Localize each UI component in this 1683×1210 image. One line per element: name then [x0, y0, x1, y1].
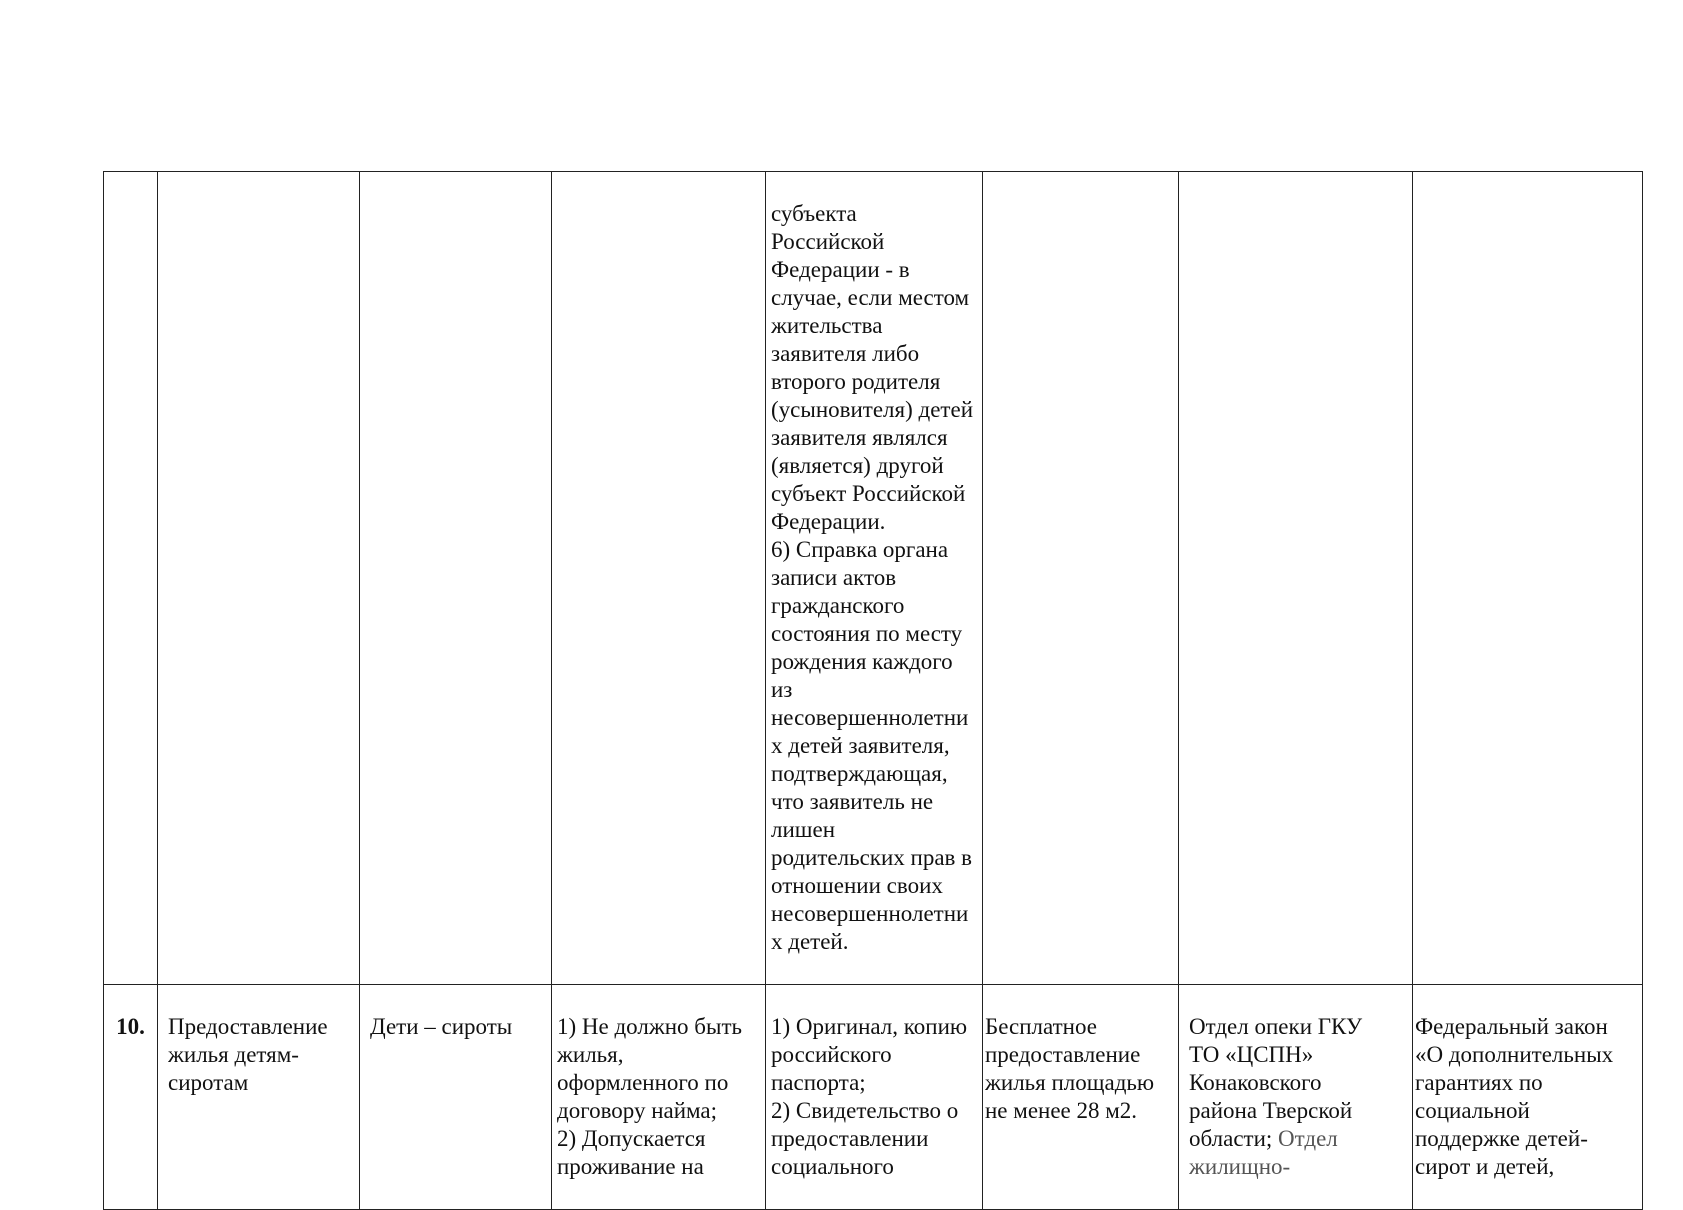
- cell-conditions-empty: [552, 172, 766, 985]
- benefits-table: [103, 171, 1643, 1210]
- cell-authority-empty: [1179, 172, 1413, 985]
- cell-benefit: [983, 985, 1179, 1210]
- service-name: Предоставление жилья детям- сиротам: [168, 1014, 328, 1095]
- cell-conditions: [552, 985, 766, 1210]
- documents-text: 1) Оригинал, копию российского паспорта; 2) Свидетельство о предоставлении социального: [771, 1014, 968, 1179]
- recipients-text: Дети – сироты: [370, 1014, 513, 1039]
- cell-service: [158, 985, 360, 1210]
- legal-basis-text: Федеральный закон «О дополнительных гарантиях по социальной поддержке детей- сирот и детей,: [1415, 1014, 1614, 1179]
- authority-main: Отдел опеки ГКУ ТО «ЦСПН» Конаковского района Тверской области;: [1189, 1014, 1363, 1151]
- cell-benefit-empty: [983, 172, 1179, 985]
- cell-documents: [766, 985, 983, 1210]
- conditions-text: 1) Не должно быть жилья, оформленного по договору найма; 2) Допускается проживание на: [557, 1014, 742, 1179]
- cell-authority: [1179, 985, 1413, 1210]
- row-number: 10.: [116, 1014, 145, 1039]
- cell-service-empty: [158, 172, 360, 985]
- table-row-continuation: [104, 172, 1643, 985]
- cell-number-empty: [104, 172, 158, 985]
- benefit-text: Бесплатное предоставление жилья площадью не менее 28 м2.: [985, 1014, 1155, 1123]
- cell-documents-continuation: [766, 172, 983, 985]
- authority-text: [1189, 1013, 1408, 1210]
- cell-recipients: [360, 985, 552, 1210]
- documents-continuation-text: субъекта Российской Федерации - в случае, если местом жительства заявителя либо второго родителя (усыновителя) детей заявителя являлся (является) другой субъект Российской Федерации. 6) Справка органа записи актов гражданского состояния по месту рождения каждого из несовершеннолетни х детей заявителя, подтверждающая, что заявитель не лишен родительских прав в отношении своих несовершеннолетни х детей.: [771, 201, 974, 954]
- cell-row-number: [104, 985, 158, 1210]
- authority-extra: Отдел жилищно-: [1189, 1126, 1338, 1179]
- cell-legal-empty: [1413, 172, 1643, 985]
- cell-recipients-empty: [360, 172, 552, 985]
- cell-legal-basis: [1413, 985, 1643, 1210]
- table-row-10: [104, 985, 1643, 1210]
